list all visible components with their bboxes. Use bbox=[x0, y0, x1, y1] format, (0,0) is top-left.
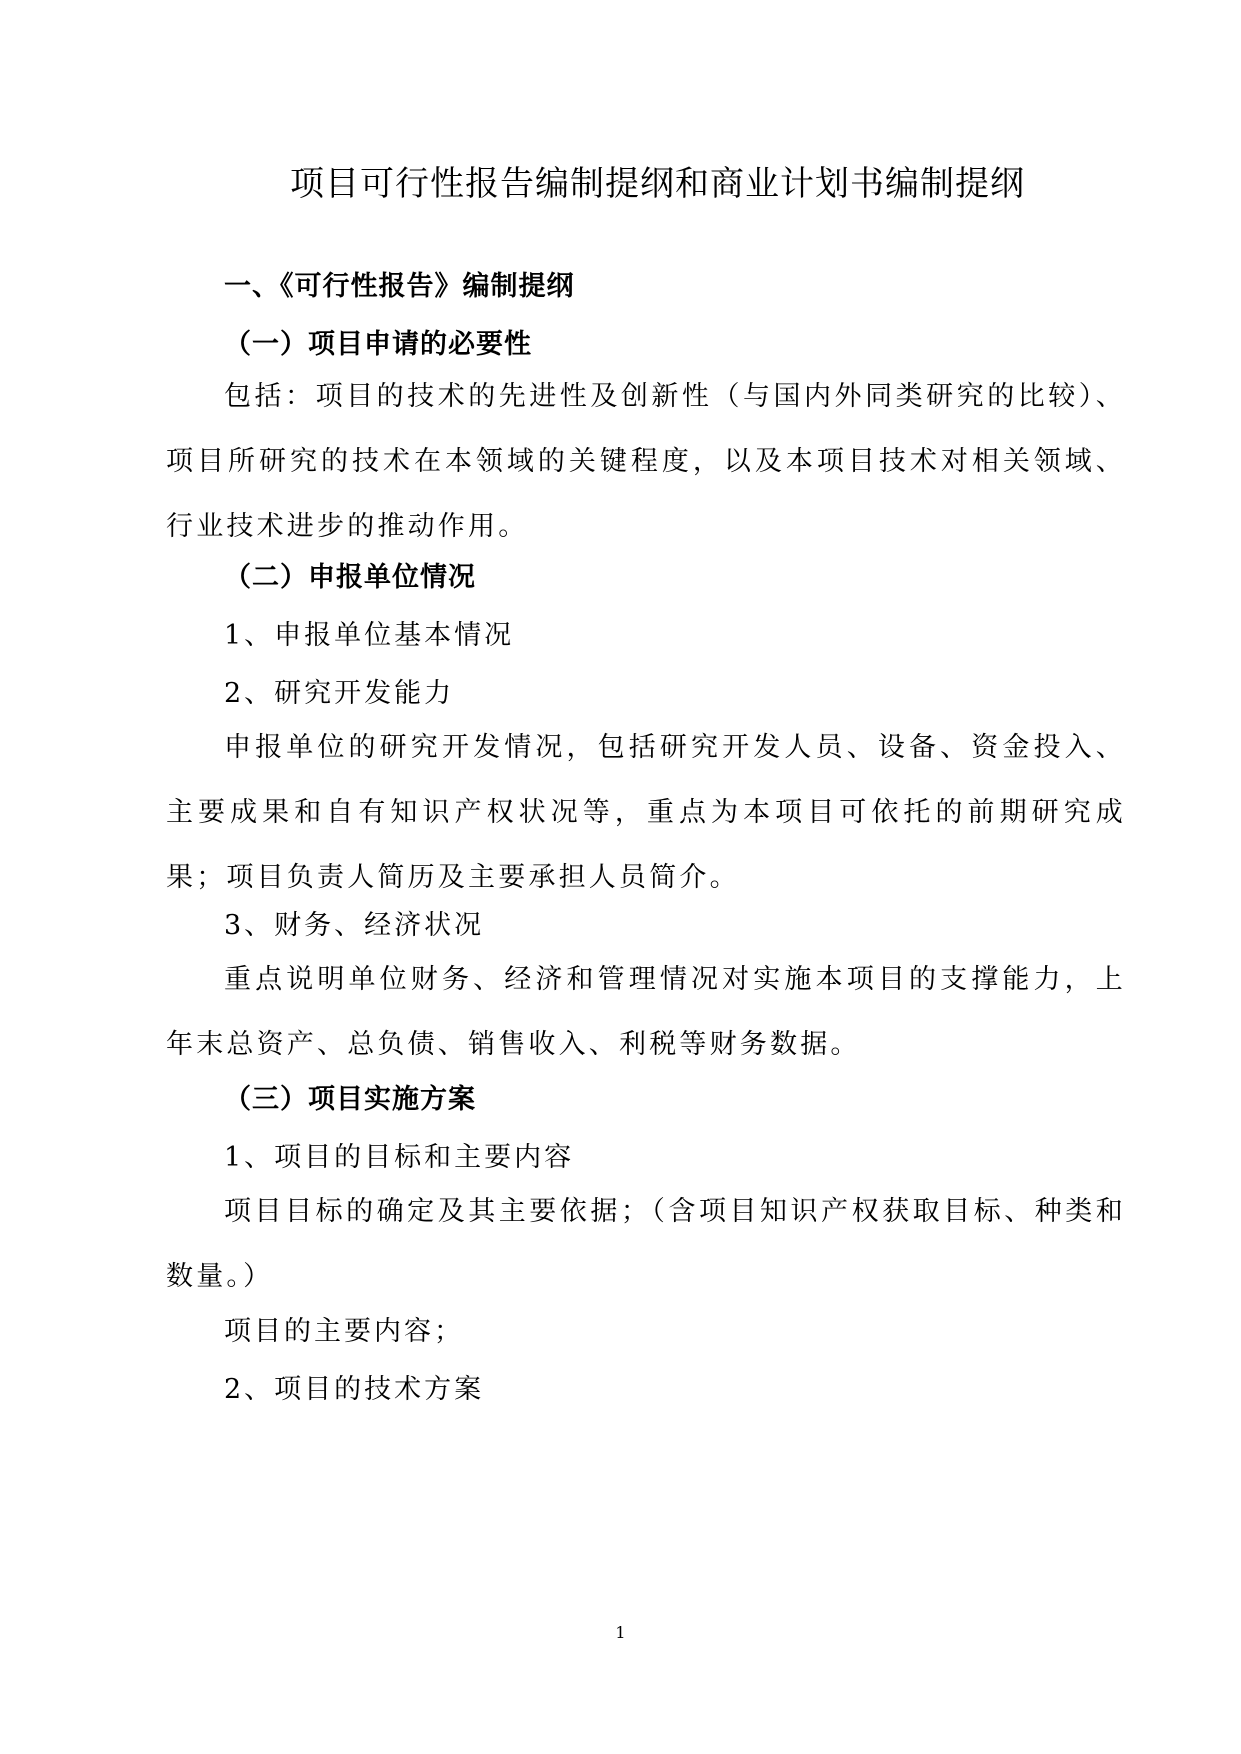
paragraph-goals: 项目目标的确定及其主要依据；（含项目知识产权获取目标、种类和数量。） bbox=[166, 1196, 1126, 1292]
list-item-technical-plan: 2、项目的技术方案 bbox=[224, 1374, 485, 1405]
list-item-financial-status: 3、财务、经济状况 bbox=[224, 910, 485, 941]
text-line-main-content: 项目的主要内容； bbox=[224, 1316, 464, 1347]
paragraph-necessity: 包括：项目的技术的先进性及创新性（与国内外同类研究的比较）、项目所研究的技术在本领域的关键程度，以及本项目技术对相关领域、行业技术进步的推动作用。 bbox=[166, 381, 1126, 542]
document-title: 项目可行性报告编制提纲和商业计划书编制提纲 bbox=[290, 164, 1025, 204]
list-item-rd-capability: 2、研究开发能力 bbox=[224, 678, 455, 709]
page-number: 1 bbox=[615, 1623, 626, 1642]
subsection-heading-applicant: （二）申报单位情况 bbox=[224, 562, 476, 593]
subsection-heading-necessity: （一）项目申请的必要性 bbox=[224, 329, 532, 360]
paragraph-financial-status: 重点说明单位财务、经济和管理情况对实施本项目的支撑能力，上年末总资产、总负债、销售收入、利税等财务数据。 bbox=[166, 964, 1126, 1060]
paragraph-rd-capability: 申报单位的研究开发情况，包括研究开发人员、设备、资金投入、主要成果和自有知识产权状况等，重点为本项目可依托的前期研究成果；项目负责人简历及主要承担人员简介。 bbox=[166, 732, 1126, 893]
list-item-goals-content: 1、项目的目标和主要内容 bbox=[224, 1142, 575, 1173]
section-heading-feasibility-outline: 一、《可行性报告》编制提纲 bbox=[224, 271, 575, 302]
subsection-heading-implementation: （三）项目实施方案 bbox=[224, 1084, 476, 1115]
list-item-applicant-basic: 1、申报单位基本情况 bbox=[224, 620, 515, 651]
